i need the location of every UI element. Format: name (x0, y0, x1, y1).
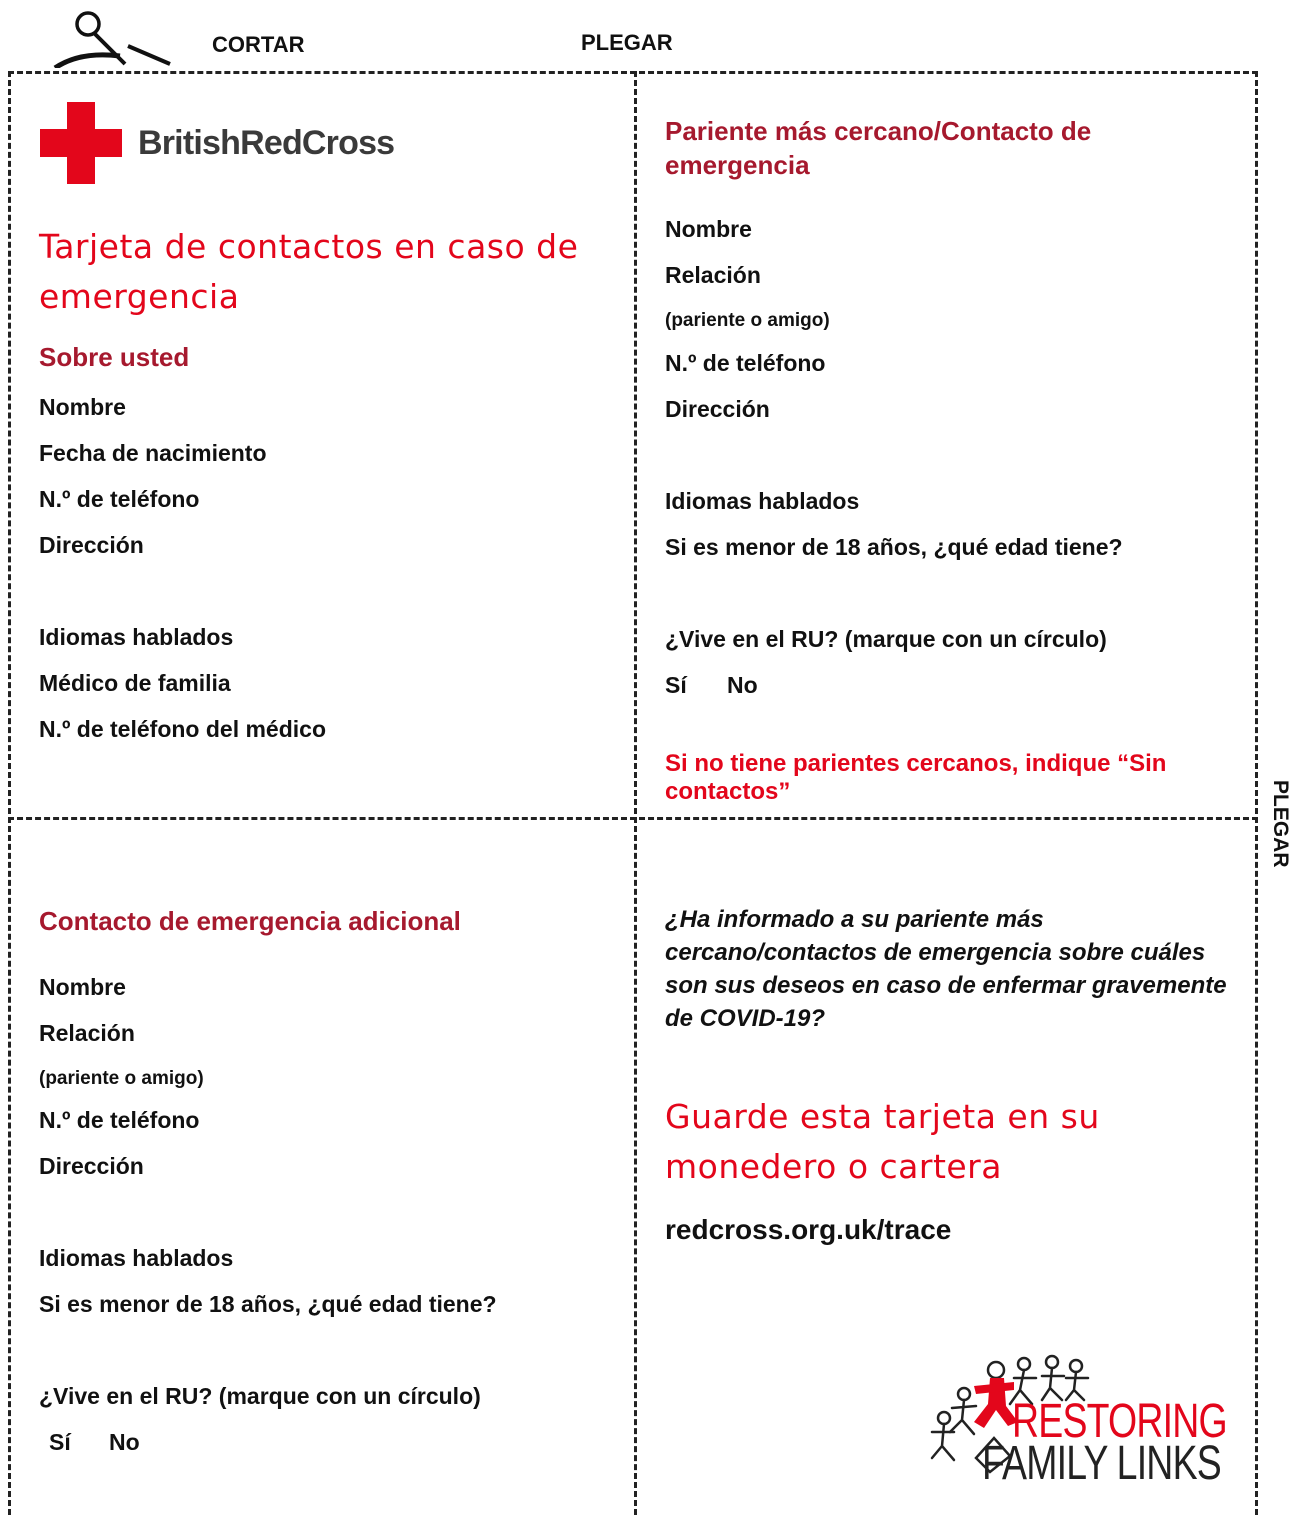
add-address-label: Dirección (39, 1153, 144, 1179)
rfl-line2: FAMILY LINKS (982, 1437, 1221, 1490)
add-phone-label: N.º de teléfono (39, 1107, 200, 1133)
about-phone-label: N.º de teléfono (39, 486, 200, 512)
scissors-icon (50, 6, 180, 68)
add-yes-option: Sí (49, 1429, 71, 1455)
nok-relation-label: Relación (665, 262, 761, 288)
nok-languages-label: Idiomas hablados (665, 488, 860, 514)
red-cross-logo-icon (40, 102, 122, 184)
add-relation-hint: (pariente o amigo) (39, 1068, 204, 1089)
nok-no-option: No (727, 672, 758, 698)
side-fold-label: PLEGAR (1269, 780, 1292, 868)
about-gp-label: Médico de familia (39, 670, 231, 696)
fold-line-horizontal (8, 817, 1258, 820)
cut-label: CORTAR (212, 32, 305, 57)
nok-yes-option: Sí (665, 672, 687, 698)
nok-phone-label: N.º de teléfono (665, 350, 826, 376)
brand-name: BritishRedCross (138, 124, 395, 162)
cut-line-right (1255, 71, 1258, 1515)
about-gp-phone-label: N.º de teléfono del médico (39, 716, 326, 742)
nok-relation-hint: (pariente o amigo) (665, 310, 830, 331)
about-address-label: Dirección (39, 532, 144, 558)
nok-age-question: Si es menor de 18 años, ¿qué edad tiene? (665, 534, 1123, 560)
nok-uk-question: ¿Vive en el RU? (marque con un círculo) (665, 626, 1107, 652)
add-name-label: Nombre (39, 974, 126, 1000)
additional-contact-heading: Contacto de emergencia adicional (39, 906, 461, 936)
trace-url: redcross.org.uk/trace (665, 1214, 952, 1245)
keep-card-title: Guarde esta tarjeta en su monedero o cartera (665, 1097, 1100, 1186)
cut-line-left (8, 71, 11, 1515)
add-uk-question: ¿Vive en el RU? (marque con un círculo) (39, 1383, 481, 1409)
nok-no-contacts-note: Si no tiene parientes cercanos, indique “Sin contactos” (665, 750, 1167, 805)
card-title: Tarjeta de contactos en caso de emergencia (39, 227, 579, 316)
fold-label: PLEGAR (581, 30, 673, 55)
next-of-kin-heading: Pariente más cercano/Contacto de emergencia (665, 116, 1092, 180)
nok-address-label: Dirección (665, 396, 770, 422)
fold-line-vertical (634, 71, 637, 1515)
about-languages-label: Idiomas hablados (39, 624, 234, 650)
rfl-line1: RESTORING (1012, 1395, 1227, 1448)
add-languages-label: Idiomas hablados (39, 1245, 234, 1271)
about-you-heading: Sobre usted (39, 342, 190, 372)
nok-name-label: Nombre (665, 216, 752, 242)
cut-line-top (8, 71, 1258, 74)
wishes-question: ¿Ha informado a su pariente más cercano/contactos de emergencia sobre cuáles son sus deseos en caso de enfermar gravemente de COVID-19? (665, 906, 1227, 1032)
about-dob-label: Fecha de nacimiento (39, 440, 267, 466)
add-relation-label: Relación (39, 1020, 135, 1046)
add-no-option: No (109, 1429, 140, 1455)
add-age-question: Si es menor de 18 años, ¿qué edad tiene? (39, 1291, 497, 1317)
about-name-label: Nombre (39, 394, 126, 420)
